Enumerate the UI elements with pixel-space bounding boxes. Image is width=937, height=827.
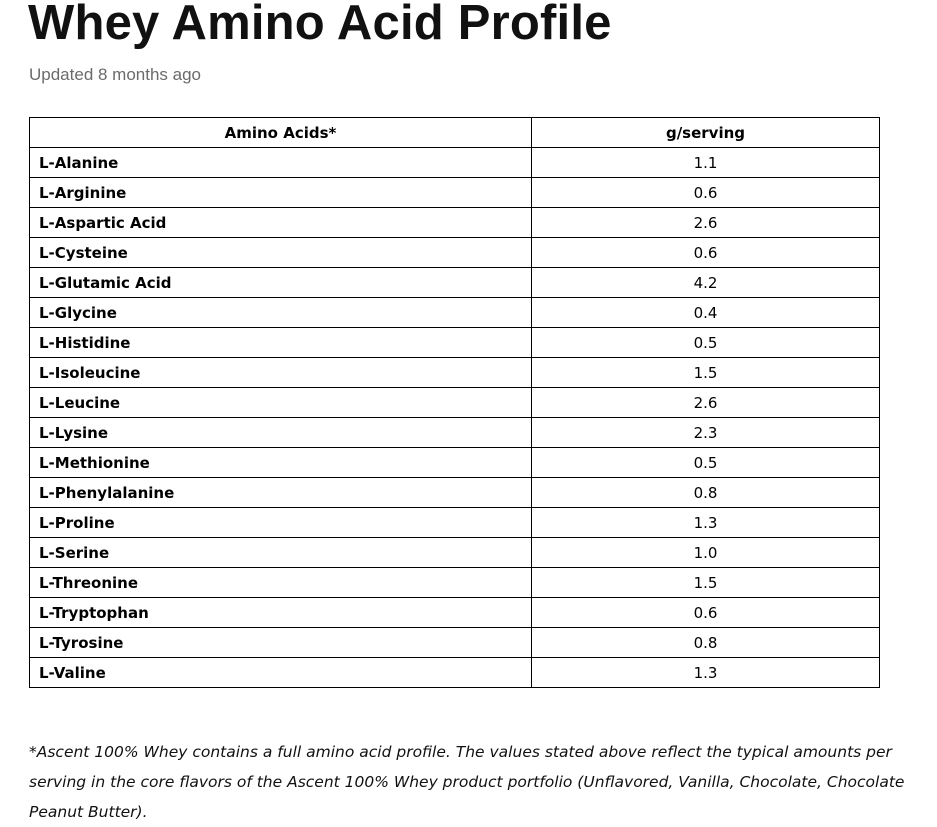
grams-per-serving: 2.6 [532, 388, 880, 418]
amino-acid-name: L-Lysine [30, 418, 532, 448]
table-row [30, 538, 880, 568]
grams-per-serving: 0.8 [532, 628, 880, 658]
table-row [30, 658, 880, 688]
table-row [30, 448, 880, 478]
table-row [30, 478, 880, 508]
table-row [30, 238, 880, 268]
table-row [30, 598, 880, 628]
table-row [30, 178, 880, 208]
grams-per-serving: 4.2 [532, 268, 880, 298]
grams-per-serving: 1.1 [532, 148, 880, 178]
amino-acid-name: L-Histidine [30, 328, 532, 358]
amino-acid-name: L-Cysteine [30, 238, 532, 268]
amino-acid-name: L-Aspartic Acid [30, 208, 532, 238]
grams-per-serving: 1.0 [532, 538, 880, 568]
amino-acid-name: L-Alanine [30, 148, 532, 178]
table-row [30, 628, 880, 658]
table-row [30, 568, 880, 598]
table-row [30, 208, 880, 238]
amino-acid-name: L-Threonine [30, 568, 532, 598]
table-row [30, 328, 880, 358]
amino-acid-name: L-Leucine [30, 388, 532, 418]
table-row [30, 418, 880, 448]
column-header-amino-acids: Amino Acids* [30, 118, 532, 148]
grams-per-serving: 1.3 [532, 658, 880, 688]
grams-per-serving: 1.3 [532, 508, 880, 538]
grams-per-serving: 0.5 [532, 328, 880, 358]
table-row [30, 148, 880, 178]
amino-acid-name: L-Glutamic Acid [30, 268, 532, 298]
grams-per-serving: 2.6 [532, 208, 880, 238]
grams-per-serving: 1.5 [532, 568, 880, 598]
grams-per-serving: 1.5 [532, 358, 880, 388]
amino-acid-name: L-Proline [30, 508, 532, 538]
amino-acid-name: L-Valine [30, 658, 532, 688]
page-title: Whey Amino Acid Profile [28, 0, 612, 50]
amino-acid-name: L-Tryptophan [30, 598, 532, 628]
amino-acid-name: L-Isoleucine [30, 358, 532, 388]
grams-per-serving: 0.8 [532, 478, 880, 508]
grams-per-serving: 0.4 [532, 298, 880, 328]
table-row [30, 268, 880, 298]
table-row [30, 508, 880, 538]
table-header-row [30, 118, 880, 148]
amino-acid-name: L-Phenylalanine [30, 478, 532, 508]
grams-per-serving: 0.5 [532, 448, 880, 478]
grams-per-serving: 2.3 [532, 418, 880, 448]
amino-acid-name: L-Methionine [30, 448, 532, 478]
grams-per-serving: 0.6 [532, 178, 880, 208]
table-body [30, 148, 880, 688]
table-row [30, 358, 880, 388]
updated-timestamp: Updated 8 months ago [29, 65, 202, 84]
amino-acid-table [29, 117, 880, 688]
amino-acid-name: L-Serine [30, 538, 532, 568]
column-header-g-serving: g/serving [532, 118, 880, 148]
amino-acid-name: L-Arginine [30, 178, 532, 208]
table-row [30, 388, 880, 418]
grams-per-serving: 0.6 [532, 238, 880, 268]
table-row [30, 298, 880, 328]
amino-acid-name: L-Tyrosine [30, 628, 532, 658]
footnote: *Ascent 100% Whey contains a full amino acid profile. The values stated above reflect the typical amounts per serving in the core flavors of the Ascent 100% Whey product portfolio (Unflavored, Vanilla, Chocolate, Chocolate Peanut Butter). [29, 743, 905, 821]
amino-acid-name: L-Glycine [30, 298, 532, 328]
grams-per-serving: 0.6 [532, 598, 880, 628]
